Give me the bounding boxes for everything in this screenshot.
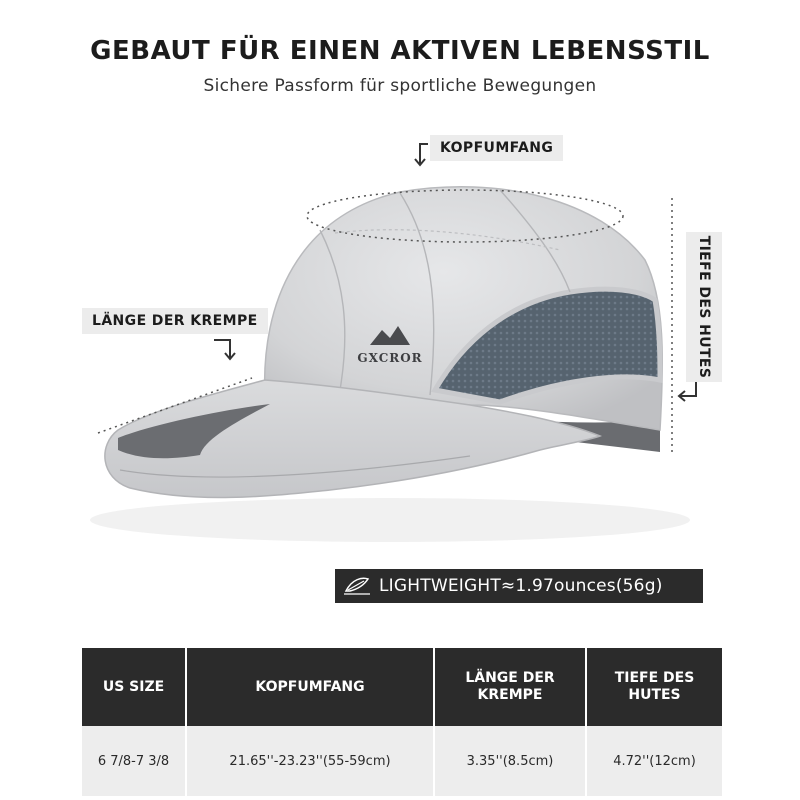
table-row	[82, 726, 722, 796]
cell-laenge-der-krempe: 3.35''(8.5cm)	[434, 726, 586, 796]
page-title: GEBAUT FÜR EINEN AKTIVEN LEBENSSTIL	[90, 36, 710, 66]
arrow-down-icon	[212, 336, 238, 362]
arrow-left-icon	[676, 380, 706, 404]
cell-kopfumfang: 21.65''-23.23''(55-59cm)	[186, 726, 434, 796]
header-kopfumfang: KOPFUMFANG	[186, 648, 434, 726]
laenge-der-krempe-label: LÄNGE DER KREMPE	[82, 308, 268, 334]
size-table	[82, 648, 722, 796]
arrow-down-icon	[410, 140, 432, 170]
weight-banner	[335, 569, 703, 603]
weight-text: LIGHTWEIGHT≈1.97ounces(56g)	[379, 576, 663, 596]
cell-us-size: 6 7/8-7 3/8	[82, 726, 186, 796]
table-header-row	[82, 648, 722, 726]
feather-icon	[335, 569, 379, 603]
kopfumfang-label: KOPFUMFANG	[430, 135, 563, 161]
cell-tiefe-des-hutes: 4.72''(12cm)	[586, 726, 722, 796]
svg-text:GXCROR: GXCROR	[357, 351, 423, 365]
tiefe-des-hutes-label: TIEFE DES HUTES	[686, 232, 722, 382]
header-us-size: US SIZE	[82, 648, 186, 726]
page-subtitle: Sichere Passform für sportliche Bewegungen	[203, 76, 597, 96]
header-tiefe-des-hutes: TIEFE DES HUTES	[586, 648, 722, 726]
header-laenge-der-krempe: LÄNGE DER KREMPE	[434, 648, 586, 726]
